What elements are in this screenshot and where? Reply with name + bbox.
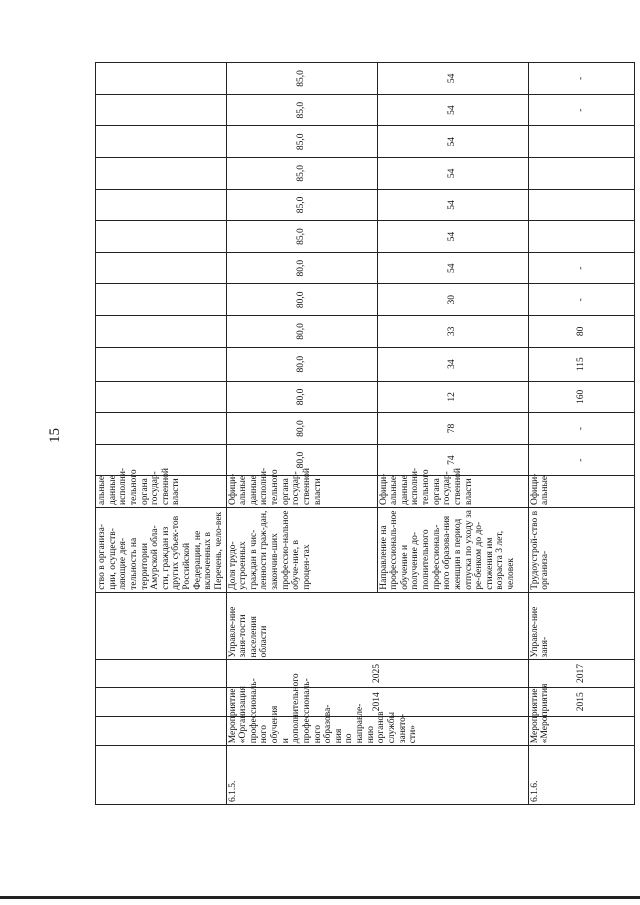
table-row-6-1-6 [528,63,634,805]
cell-value: 54 [377,189,528,221]
scan-edge-line [0,896,640,899]
cell-value: 80,0 [226,316,377,348]
cell-value [528,126,634,158]
cell-source: Офици-альные данные исполни-тельного органа государ-ственной власти [226,476,377,508]
cell-value: 34 [377,347,528,381]
cell-measure: Мероприятие «Организация профессиональ-ного обучения и дополнительного профессиональ-ного образова-ния по направле-нию органов службы занято-сти» [226,716,528,745]
cell-value: 85,0 [226,221,377,253]
cell-value [528,158,634,190]
cell-value: 54 [377,158,528,190]
cell-num: 6.1.5. [226,746,528,805]
cell-value: 80,0 [226,413,377,445]
cell-executor: Управле-ние заня-тости населения области [226,592,528,660]
cell-blank [96,660,227,687]
cell-value [96,316,227,348]
cell-value: 54 [377,221,528,253]
cell-source: Офици-альные данные исполни-тельного органа государ-ственной власти [377,476,528,508]
cell-value [96,413,227,445]
cell-value: 85,0 [226,63,377,95]
cell-measure-blank [96,746,227,805]
cell-year-end: 2017 [528,660,634,687]
cell-year-start: 2015 [528,687,634,716]
cell-value: 54 [377,63,528,95]
cell-indicator: Направление на профессиональ-ное обучение и получение до-полнительного профессиональ-ного образова-ния женщин в период отпуска по уходу за ре-бенком до до-стижения им возраста 3 лет, человек [377,508,528,593]
cell-value: 54 [377,252,528,284]
cell-value [96,252,227,284]
cell-value [96,158,227,190]
cell-blank [96,716,227,745]
cell-value [96,94,227,126]
cell-value [96,189,227,221]
cell-value: 80 [528,316,634,348]
cell-value: 85,0 [226,189,377,221]
cell-num: 6.1.6. [528,746,634,805]
cell-value [528,189,634,221]
table-row-continuation [96,63,227,805]
cell-value: - [528,63,634,95]
cell-value: 85,0 [226,126,377,158]
cell-value: - [528,284,634,316]
cell-source: Офици-альные [528,476,634,508]
cell-value: 115 [528,347,634,381]
cell-value [96,284,227,316]
cell-indicator: ство в организа-ции, осуществ-ляющие дея-тельность на территории Амурской обла-сти, граждан из других субъек-тов Российской Федерации, не включенных в Перечень, чело-век [96,508,227,593]
cell-value [528,221,634,253]
cell-value: - [528,252,634,284]
cell-value: 80,0 [226,381,377,413]
cell-year-end: 2025 [226,660,528,687]
cell-value: 85,0 [226,94,377,126]
cell-value: 80,0 [226,284,377,316]
cell-value: 12 [377,381,528,413]
cell-year-start: 2014 [226,687,528,716]
cell-indicator: Доля трудо-устроенных граждан в чис-ленности граж-дан, закончив-ших профессио-нальное обуче-ние, в процен-тах [226,508,377,593]
cell-value: - [528,413,634,445]
cell-indicator: Трудоустрой-ство в организа- [528,508,634,593]
cell-value: 54 [377,126,528,158]
cell-blank [96,687,227,716]
cell-value: - [528,94,634,126]
cell-value: 80,0 [226,252,377,284]
cell-value: 80,0 [226,347,377,381]
cell-source: альные данные исполни-тельного органа государ-ственной власти [96,476,227,508]
cell-value: 30 [377,284,528,316]
cell-value [96,347,227,381]
cell-value [96,221,227,253]
cell-value: 160 [528,381,634,413]
cell-value: 54 [377,94,528,126]
cell-value: 74 [377,444,528,476]
cell-value [96,63,227,95]
program-table [95,62,635,805]
cell-value: - [528,444,634,476]
page-number: 15 [47,428,63,443]
cell-measure: Мероприятие «Мероприятия [528,716,634,745]
table-rotated-wrapper [95,62,624,805]
cell-value: 80,0 [226,444,377,476]
cell-value [96,126,227,158]
cell-value: 85,0 [226,158,377,190]
cell-value: 33 [377,316,528,348]
cell-executor: Управле-ние заня- [528,592,634,660]
cell-value [96,381,227,413]
cell-value: 78 [377,413,528,445]
table-row-6-1-5 [226,63,377,805]
cell-blank [96,592,227,660]
